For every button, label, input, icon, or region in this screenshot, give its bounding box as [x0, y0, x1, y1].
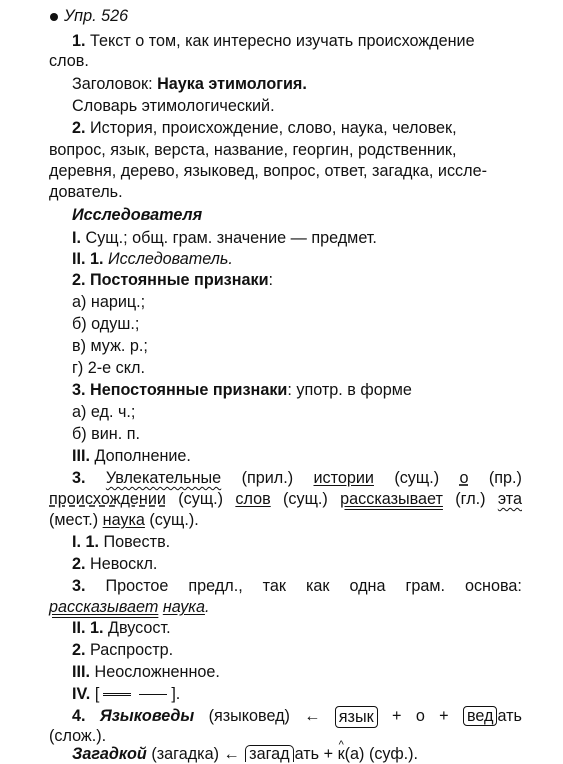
p3-word-12: (гл.) — [455, 490, 486, 508]
suffix-mark: ^ к — [338, 744, 345, 764]
morph-const-a: а) нариц.; — [72, 293, 146, 311]
p3-word-10: (сущ.) — [283, 490, 328, 508]
morph-ii-num: II. 1. — [72, 250, 104, 268]
syntax-ii-num: II. 1. — [72, 619, 104, 637]
morph-iii — [72, 446, 191, 466]
root-box-1: язык — [335, 706, 378, 728]
part3-line1 — [72, 468, 522, 488]
part4-line3 — [72, 744, 418, 764]
predicate: рассказывает — [49, 598, 159, 616]
morph-title: Исследователя — [72, 206, 203, 224]
p3-word-14: (мест.) — [49, 511, 99, 529]
syntax-3-word-1: Простое — [105, 577, 169, 595]
part4-word: Языковеды — [99, 707, 195, 725]
morph-var — [72, 380, 412, 400]
syntax-ii-2-num: 2. — [72, 641, 86, 659]
part3-number: 3. — [72, 469, 86, 487]
part4-word-2: Загадкой — [72, 745, 147, 763]
syntax-i-text: Повеств. — [103, 533, 171, 551]
morph-const-colon: : — [268, 271, 274, 289]
suffix-label: (суф.). — [368, 745, 419, 763]
part3-line2 — [49, 489, 522, 509]
syntax-iii-text: Неосложненное. — [94, 663, 220, 681]
syntax-3-word-7: основа: — [464, 577, 522, 595]
morph-const-b: б) одуш.; — [72, 315, 140, 333]
p3-word-2: (прил.) — [241, 469, 294, 487]
scheme-open-bracket: [ — [94, 685, 100, 703]
p3-word-6: (пр.) — [488, 469, 522, 487]
morph-var-b: б) вин. п. — [72, 425, 140, 443]
exercise-header — [50, 6, 128, 26]
part2-number: 2. — [72, 119, 86, 137]
morph-const-num: 2. — [72, 271, 86, 289]
syntax-3-num: 3. — [72, 577, 86, 595]
scheme-close-bracket: ]. — [171, 685, 181, 703]
syntax-3-word-2: предл., — [188, 577, 243, 595]
part4-plus-1: + — [392, 707, 402, 725]
part4-base: (языковед) — [208, 707, 290, 725]
part4-line1 — [72, 706, 522, 728]
part4-type: (слож.). — [49, 727, 107, 745]
morph-const — [72, 270, 273, 290]
morph-i — [72, 228, 377, 248]
exercise-title: Упр. 526 — [64, 7, 129, 25]
part4-connector: о — [415, 707, 425, 725]
syntax-3 — [72, 576, 522, 596]
syntax-2 — [72, 554, 157, 574]
part4-number: 4. — [72, 707, 86, 725]
part1-number: 1. — [72, 32, 86, 50]
part3-line3 — [49, 510, 199, 530]
subject: наука — [162, 598, 205, 616]
part4-ending-2: ать — [294, 745, 320, 763]
dictionary-line: Словарь этимологический. — [72, 97, 275, 115]
syntax-3-word-5: одна — [349, 577, 386, 595]
p3-word-7: происхождении — [49, 490, 166, 508]
morph-i-num: I. — [72, 229, 81, 247]
syntax-3-word-6: грам. — [405, 577, 445, 595]
bullet-icon — [50, 13, 58, 21]
p3-word-16: (сущ.). — [149, 511, 199, 529]
morph-const-label: Постоянные признаки — [90, 271, 269, 289]
heading-line — [72, 74, 307, 94]
syntax-i-num: I. 1. — [72, 533, 99, 551]
root-mark-3: загад — [245, 745, 293, 762]
syntax-iv — [72, 684, 180, 704]
morph-var-rest: : употр. в форме — [287, 381, 412, 399]
grammar-base-period: . — [204, 598, 210, 616]
p3-word-1: Увлекательные — [105, 469, 222, 487]
p3-word-4: (сущ.) — [394, 469, 440, 487]
suffix-alt: (а) — [344, 745, 365, 763]
p3-word-9: слов — [235, 490, 271, 508]
part2-line4: дователь. — [49, 183, 123, 201]
p3-word-8: (сущ.) — [178, 490, 224, 508]
syntax-2-num: 2. — [72, 555, 86, 573]
part2-line2: вопрос, язык, верста, название, георгин, родственник, — [49, 141, 457, 159]
heading-label: Заголовок: — [72, 75, 153, 93]
p3-word-11: рассказывает — [340, 490, 443, 508]
scheme-subject-mark — [139, 694, 167, 695]
p3-word-5: о — [459, 469, 469, 487]
syntax-2-text: Невоскл. — [90, 555, 158, 573]
morph-var-label: Непостоянные признаки — [90, 381, 288, 399]
syntax-ii — [72, 618, 171, 638]
morph-var-a: а) ед. ч.; — [72, 403, 136, 421]
part2-text-1: История, происхождение, слово, наука, человек, — [90, 119, 457, 137]
morph-i-text: Сущ.; общ. грам. значение — предмет. — [85, 229, 377, 247]
part2-line1 — [72, 118, 522, 138]
morph-ii-text: Исследователь. — [108, 250, 233, 268]
syntax-3-word-3: так — [262, 577, 286, 595]
part4-ending: ать — [497, 707, 522, 725]
scheme-predicate-mark — [103, 693, 131, 696]
part4-plus-3: + — [323, 745, 334, 763]
part4-arrow-2: ← — [223, 745, 240, 763]
morph-const-d: г) 2-е скл. — [72, 359, 145, 377]
morph-iii-num: III. — [72, 447, 90, 465]
heading-value: Наука этимология. — [157, 75, 307, 93]
syntax-ii-text: Двусост. — [108, 619, 171, 637]
syntax-iii — [72, 662, 220, 682]
morph-iii-text: Дополнение. — [94, 447, 191, 465]
morph-var-num: 3. — [72, 381, 86, 399]
syntax-ii-2-text: Распростр. — [90, 641, 174, 659]
syntax-iv-num: IV. — [72, 685, 91, 703]
p3-word-13: эта — [497, 490, 522, 508]
syntax-iii-num: III. — [72, 663, 90, 681]
grammar-base-line — [49, 597, 209, 617]
part4-base-2: (загадка) — [151, 745, 219, 763]
root-box-2: вед — [463, 706, 498, 726]
p3-word-15: наука — [102, 511, 145, 529]
syntax-i — [72, 532, 170, 552]
syntax-3-word-4: как — [305, 577, 330, 595]
part4-plus-2: + — [439, 707, 449, 725]
part2-line3: деревня, дерево, языковед, вопрос, ответ, загадка, иссле- — [49, 162, 487, 180]
part1-line1 — [72, 31, 522, 51]
morph-const-c: в) муж. р.; — [72, 337, 148, 355]
part1-text-1: Текст о том, как интересно изучать происхождение — [90, 32, 475, 50]
p3-word-3: истории — [313, 469, 374, 487]
part1-line2: слов. — [49, 52, 89, 70]
morph-ii — [72, 249, 233, 269]
syntax-ii-2 — [72, 640, 173, 660]
part4-arrow: ← — [304, 707, 321, 725]
